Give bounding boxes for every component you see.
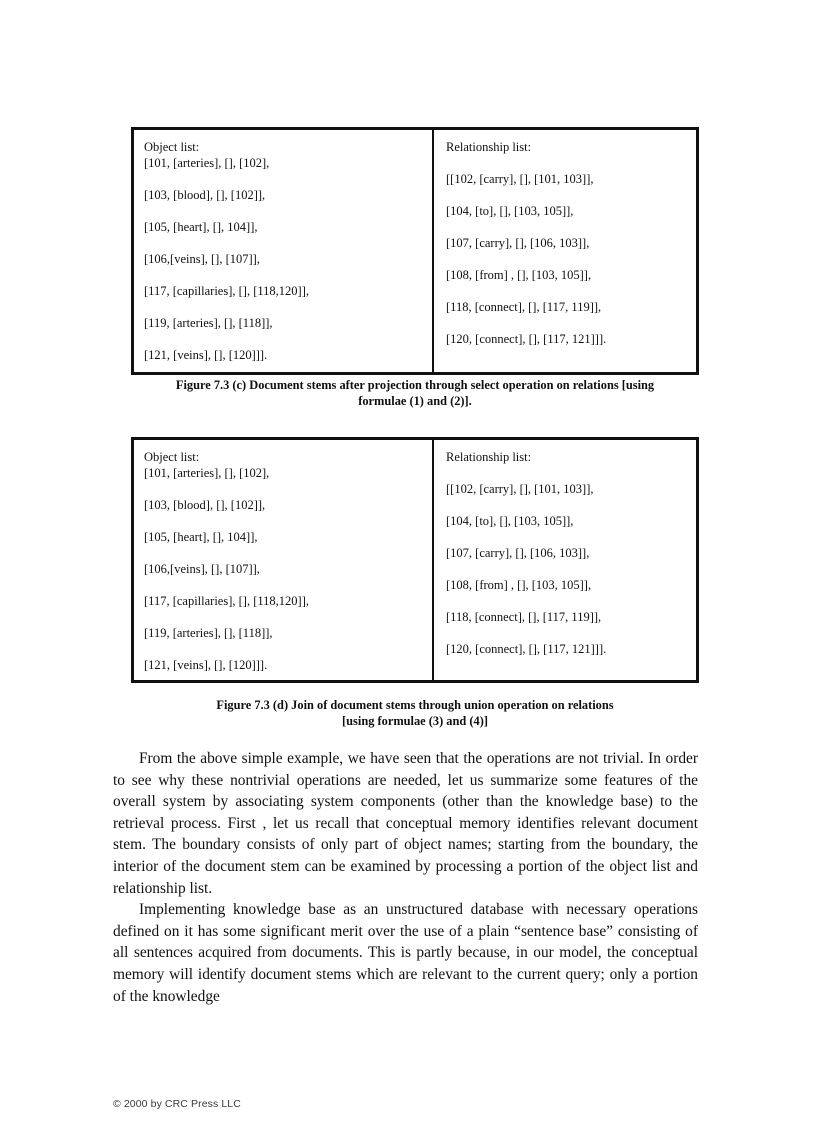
caption-line: Figure 7.3 (d) Join of document stems through union operation on relations bbox=[216, 698, 614, 712]
object-list-line: [101, [arteries], [], [102], bbox=[144, 466, 270, 480]
object-list-heading: Object list: bbox=[144, 140, 200, 154]
relationship-list-line: [108, [from] , [], [103, 105]], bbox=[446, 578, 592, 592]
object-list-line: [121, [veins], [], [120]]]. bbox=[144, 348, 268, 362]
paragraph: Implementing knowledge base as an unstructured database with necessary operations defined on it has some significant merit over the use of a plain “sentence base” consisting of all sentences acquired from documents. This is partly because, in our model, the conceptual memory will identify document stems which are relevant to the current query; only a portion of the knowledge bbox=[113, 901, 698, 1005]
relationship-list-line: [118, [connect], [], [117, 119]], bbox=[446, 610, 602, 624]
caption-line: Figure 7.3 (c) Document stems after projection through select operation on relations [using bbox=[175, 378, 655, 392]
caption-line: formulae (1) and (2)]. bbox=[358, 393, 472, 408]
relationship-list-line: [120, [connect], [], [117, 121]]]. bbox=[446, 642, 607, 656]
relationship-list-line: [[102, [carry], [], [101, 103]], bbox=[446, 482, 594, 496]
relationship-list-column bbox=[434, 440, 696, 680]
relationship-list-line: [108, [from] , [], [103, 105]], bbox=[446, 268, 592, 282]
object-list-line: [117, [capillaries], [], [118,120]], bbox=[144, 284, 309, 298]
object-list-line: [106,[veins], [], [107]], bbox=[144, 252, 260, 266]
object-list-heading: Object list: bbox=[144, 450, 200, 464]
object-list-line: [105, [heart], [], 104]], bbox=[144, 220, 258, 234]
object-list-line: [105, [heart], [], 104]], bbox=[144, 530, 258, 544]
object-list-column bbox=[134, 440, 434, 680]
caption-line: [using formulae (3) and (4)] bbox=[342, 713, 488, 728]
relationship-list-line: [104, [to], [], [103, 105]], bbox=[446, 514, 574, 528]
relationship-list-line: [118, [connect], [], [117, 119]], bbox=[446, 300, 602, 314]
body-text bbox=[113, 748, 698, 1007]
object-list-line: [106,[veins], [], [107]], bbox=[144, 562, 260, 576]
relationship-list-column bbox=[434, 130, 696, 372]
relationship-list-heading: Relationship list: bbox=[446, 450, 532, 464]
object-list-line: [119, [arteries], [], [118]], bbox=[144, 626, 273, 640]
figure-7-3-c-table bbox=[131, 127, 699, 375]
object-list-column bbox=[134, 130, 434, 372]
relationship-list-line: [107, [carry], [], [106, 103]], bbox=[446, 236, 590, 250]
object-list-line: [117, [capillaries], [], [118,120]], bbox=[144, 594, 309, 608]
relationship-list-line: [120, [connect], [], [117, 121]]]. bbox=[446, 332, 607, 346]
object-list-line: [119, [arteries], [], [118]], bbox=[144, 316, 273, 330]
relationship-list-heading: Relationship list: bbox=[446, 140, 532, 154]
figure-7-3-c-caption bbox=[131, 378, 699, 409]
object-list-line: [121, [veins], [], [120]]]. bbox=[144, 658, 268, 672]
relationship-list-line: [104, [to], [], [103, 105]], bbox=[446, 204, 574, 218]
object-list-line: [103, [blood], [], [102]], bbox=[144, 498, 266, 512]
figure-7-3-d-table bbox=[131, 437, 699, 683]
figure-7-3-d-caption bbox=[131, 698, 699, 729]
copyright-footer: © 2000 by CRC Press LLC bbox=[113, 1098, 241, 1110]
object-list-line: [103, [blood], [], [102]], bbox=[144, 188, 266, 202]
relationship-list-line: [107, [carry], [], [106, 103]], bbox=[446, 546, 590, 560]
relationship-list-line: [[102, [carry], [], [101, 103]], bbox=[446, 172, 594, 186]
object-list-line: [101, [arteries], [], [102], bbox=[144, 156, 270, 170]
paragraph: From the above simple example, we have seen that the operations are not trivial. In order to see why these nontrivial operations are needed, let us summarize some features of the overall system by associating system components (other than the knowledge base) to the retrieval process. First , let us recall that conceptual memory identifies relevant document stem. The boundary consists of only part of object names; starting from the boundary, the interior of the document stem can be examined by processing a portion of the object list and relationship list. bbox=[113, 750, 698, 897]
